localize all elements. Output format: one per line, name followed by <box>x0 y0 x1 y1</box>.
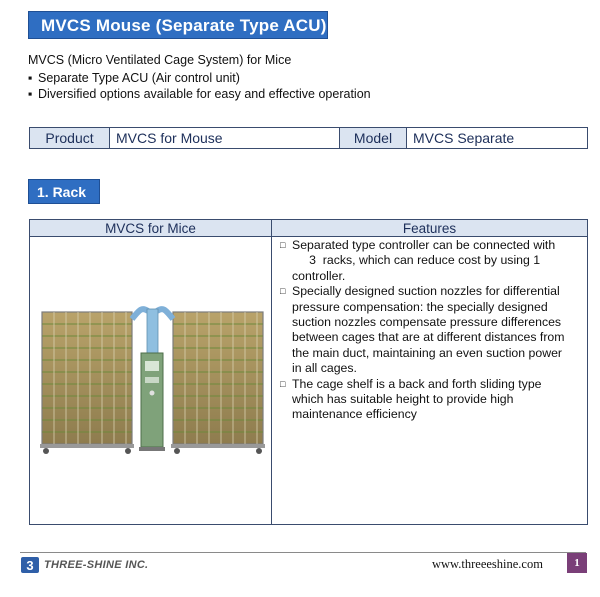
section-title: 1. Rack <box>28 179 100 204</box>
checkbox-icon: □ <box>280 378 286 389</box>
page-number: 1 <box>567 553 587 573</box>
website-link[interactable]: www.threeeshine.com <box>432 557 543 571</box>
feature-item: □ Separated type controller can be connected with 3 racks, which can reduce cost by using 1 controller. <box>280 238 556 283</box>
intro-bullet: ▪ Separate Type ACU (Air control unit) <box>28 71 240 85</box>
product-label: Product <box>30 128 110 148</box>
intro-block <box>28 52 371 102</box>
footer-divider <box>20 552 586 553</box>
product-value: MVCS for Mouse <box>110 128 340 148</box>
feature-item: □ The cage shelf is a back and forth sliding type which has suitable height to provide high maintenance efficiency <box>280 376 542 422</box>
svg-text:3: 3 <box>26 558 34 573</box>
col-header-image: MVCS for Mice <box>30 220 272 236</box>
product-table <box>29 127 588 149</box>
company-logo <box>20 556 148 574</box>
company-name: THREE-SHINE INC. <box>44 559 149 571</box>
checkbox-icon: □ <box>280 240 286 250</box>
intro-bullet: ▪ Diversified options available for easy and effective operation <box>28 87 371 101</box>
model-label: Model <box>340 128 407 148</box>
col-header-features: Features <box>402 221 457 236</box>
page-title: MVCS Mouse (Separate Type ACU) <box>28 11 328 39</box>
rack-table <box>29 219 588 525</box>
checkbox-icon: □ <box>280 286 286 297</box>
rack-image-cell <box>30 237 272 524</box>
feature-item: □ Specially designed suction nozzles for differential pressure compensation: the specially designed suction nozzles compensate pressure differences between cages that are at different distances from the main duct, maintaining an even suction power in all cages. <box>280 284 565 376</box>
features-cell <box>272 237 587 524</box>
rack-photo <box>30 237 270 524</box>
logo-mark-icon <box>20 556 40 574</box>
model-value: MVCS Separate <box>413 130 515 146</box>
intro-line: MVCS (Micro Ventilated Cage System) for Mice <box>28 53 292 67</box>
